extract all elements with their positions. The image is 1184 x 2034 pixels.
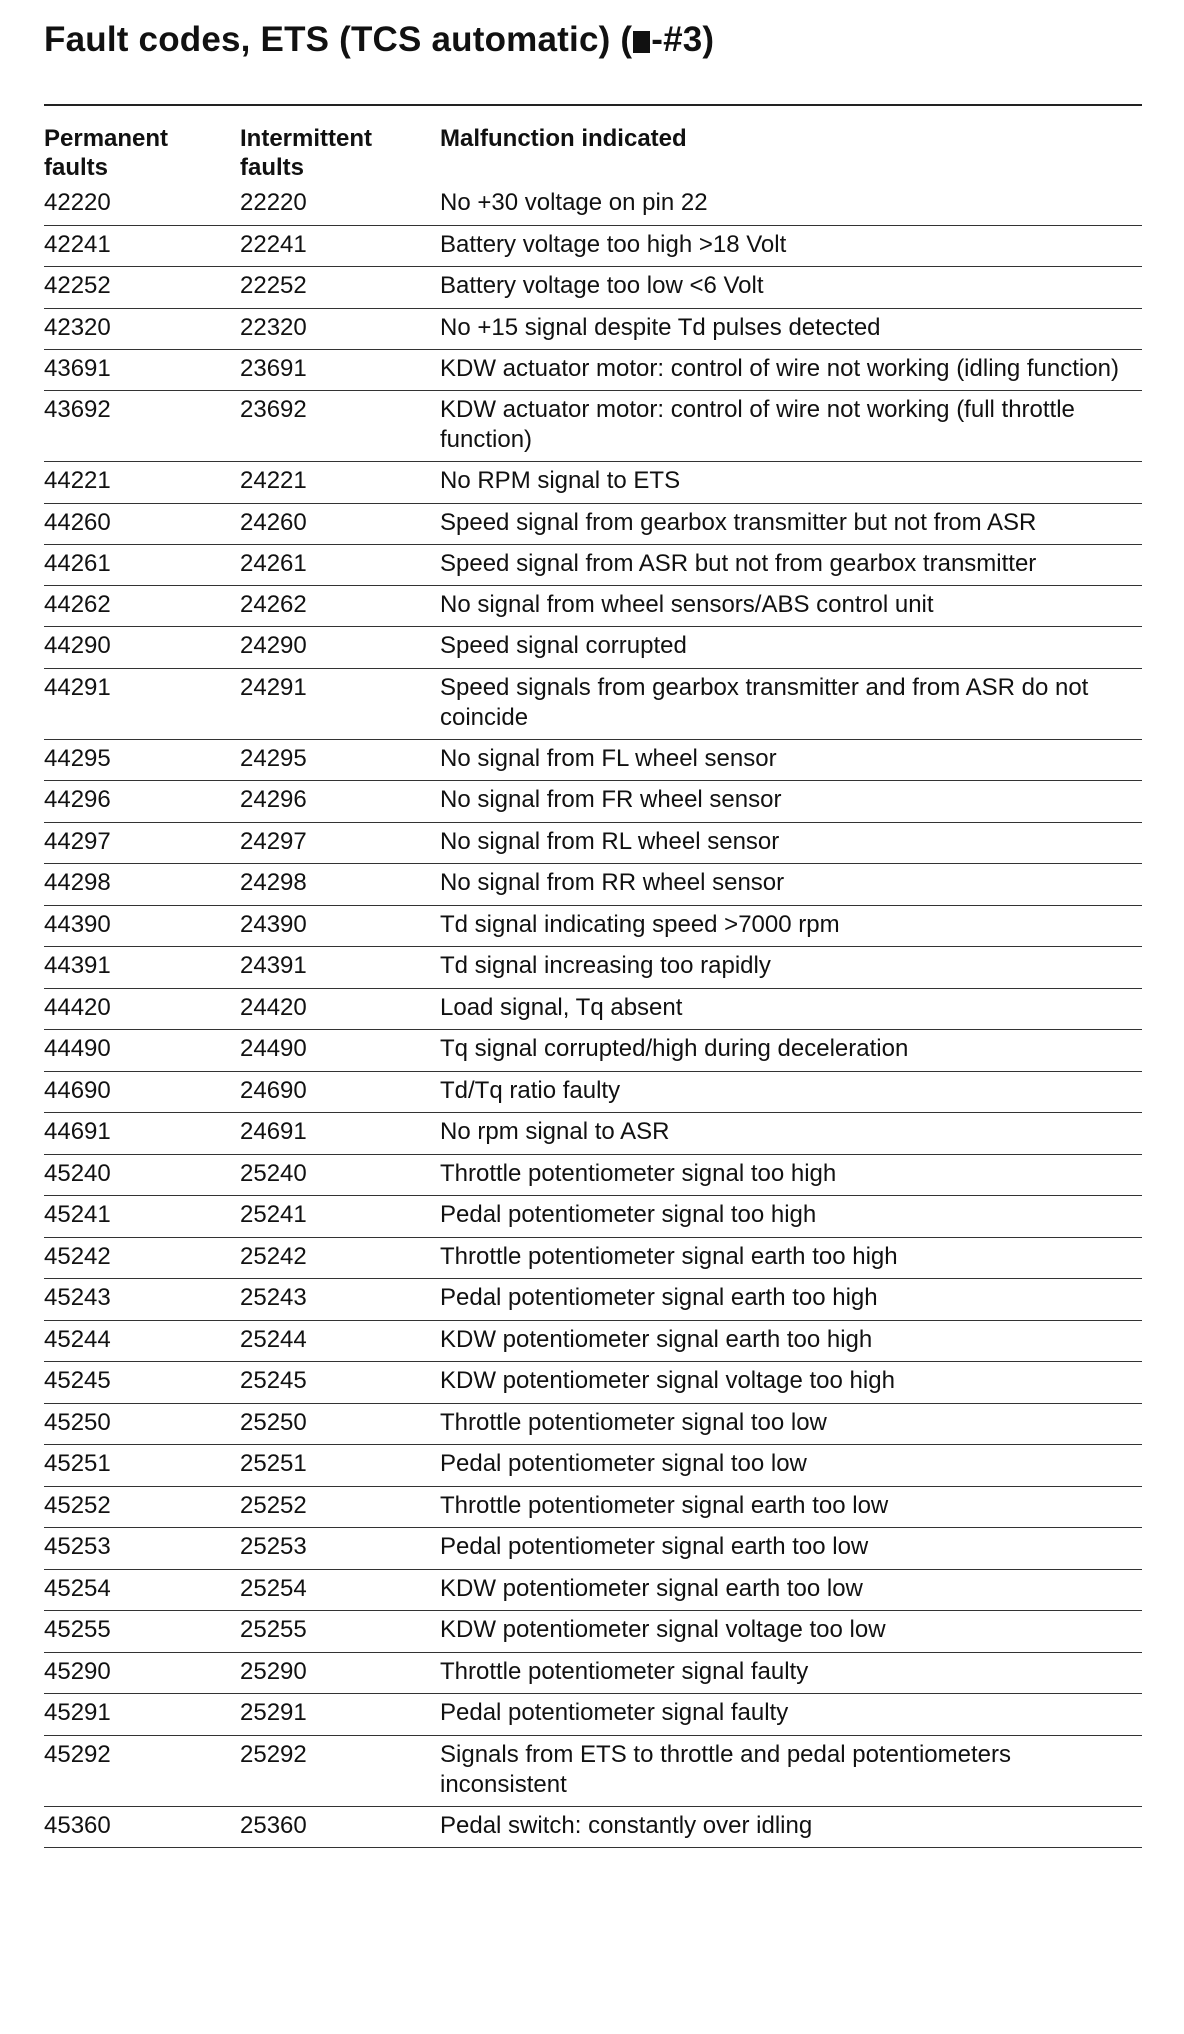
intermittent-fault-code: 25240 [240, 1154, 440, 1196]
permanent-fault-code: 44290 [44, 627, 240, 669]
malfunction-description: Speed signal from gearbox transmitter but not from ASR [440, 503, 1142, 544]
permanent-fault-code: 44261 [44, 544, 240, 585]
malfunction-description: Throttle potentiometer signal earth too low [440, 1486, 1142, 1528]
permanent-fault-code: 44260 [44, 503, 240, 544]
malfunction-description: Pedal potentiometer signal earth too low [440, 1528, 1142, 1570]
intermittent-fault-code: 25252 [240, 1486, 440, 1528]
intermittent-fault-code: 24295 [240, 739, 440, 781]
intermittent-fault-code: 22320 [240, 308, 440, 350]
malfunction-description: KDW actuator motor: control of wire not working (idling function) [440, 350, 1142, 391]
permanent-fault-code: 45254 [44, 1569, 240, 1611]
malfunction-description: No RPM signal to ETS [440, 462, 1142, 504]
permanent-fault-code: 44690 [44, 1071, 240, 1113]
table-row [44, 1320, 1142, 1362]
table-row [44, 988, 1142, 1030]
intermittent-fault-code: 25253 [240, 1528, 440, 1570]
permanent-fault-code: 45253 [44, 1528, 240, 1570]
intermittent-fault-code: 22252 [240, 267, 440, 309]
table-row [44, 585, 1142, 627]
table-row [44, 308, 1142, 350]
permanent-fault-code: 44297 [44, 822, 240, 864]
malfunction-description: Signals from ETS to throttle and pedal potentiometers inconsistent [440, 1735, 1142, 1806]
permanent-fault-code: 44490 [44, 1030, 240, 1072]
malfunction-description: KDW potentiometer signal earth too low [440, 1569, 1142, 1611]
malfunction-description: KDW actuator motor: control of wire not working (full throttle function) [440, 391, 1142, 462]
malfunction-description: No rpm signal to ASR [440, 1113, 1142, 1155]
malfunction-description: Battery voltage too high >18 Volt [440, 225, 1142, 267]
permanent-fault-code: 43692 [44, 391, 240, 462]
permanent-fault-code: 45360 [44, 1806, 240, 1848]
header-intermittent-faults: Intermittent faults [240, 125, 372, 181]
permanent-fault-code: 44296 [44, 781, 240, 823]
malfunction-description: No +30 voltage on pin 22 [440, 184, 1142, 225]
intermittent-fault-code: 25243 [240, 1279, 440, 1321]
malfunction-description: Speed signal corrupted [440, 627, 1142, 669]
table-row [44, 1279, 1142, 1321]
fault-code-table [44, 104, 1142, 1848]
permanent-fault-code: 45250 [44, 1403, 240, 1445]
permanent-fault-code: 45245 [44, 1362, 240, 1404]
malfunction-description: No signal from FR wheel sensor [440, 781, 1142, 823]
intermittent-fault-code: 24420 [240, 988, 440, 1030]
table-row [44, 544, 1142, 585]
table-row [44, 462, 1142, 504]
intermittent-fault-code: 24391 [240, 947, 440, 989]
permanent-fault-code: 42241 [44, 225, 240, 267]
table-row [44, 225, 1142, 267]
table-row [44, 781, 1142, 823]
permanent-fault-code: 45251 [44, 1445, 240, 1487]
intermittent-fault-code: 24296 [240, 781, 440, 823]
permanent-fault-code: 45240 [44, 1154, 240, 1196]
malfunction-description: No +15 signal despite Td pulses detected [440, 308, 1142, 350]
intermittent-fault-code: 25241 [240, 1196, 440, 1238]
permanent-fault-code: 44390 [44, 905, 240, 947]
intermittent-fault-code: 24262 [240, 585, 440, 627]
table-row [44, 1237, 1142, 1279]
table-row [44, 1694, 1142, 1736]
title-prefix: Fault codes, ETS (TCS automatic) ( [44, 20, 633, 59]
permanent-fault-code: 44298 [44, 864, 240, 906]
intermittent-fault-code: 25242 [240, 1237, 440, 1279]
permanent-fault-code: 44420 [44, 988, 240, 1030]
malfunction-description: No signal from FL wheel sensor [440, 739, 1142, 781]
malfunction-description: Pedal potentiometer signal too high [440, 1196, 1142, 1238]
table-row [44, 391, 1142, 462]
page-title [44, 20, 714, 60]
malfunction-description: Td/Tq ratio faulty [440, 1071, 1142, 1113]
malfunction-description: No signal from RL wheel sensor [440, 822, 1142, 864]
permanent-fault-code: 42320 [44, 308, 240, 350]
permanent-fault-code: 45242 [44, 1237, 240, 1279]
table-row [44, 184, 1142, 225]
malfunction-description: KDW potentiometer signal voltage too low [440, 1611, 1142, 1653]
intermittent-fault-code: 24260 [240, 503, 440, 544]
table-row [44, 1362, 1142, 1404]
intermittent-fault-code: 25291 [240, 1694, 440, 1736]
table-row [44, 864, 1142, 906]
table-body [44, 184, 1142, 1848]
malfunction-description: Speed signals from gearbox transmitter and from ASR do not coincide [440, 668, 1142, 739]
table-row [44, 668, 1142, 739]
malfunction-description: Pedal potentiometer signal faulty [440, 1694, 1142, 1736]
permanent-fault-code: 43691 [44, 350, 240, 391]
table-row [44, 1569, 1142, 1611]
intermittent-fault-code: 25250 [240, 1403, 440, 1445]
table-row [44, 1154, 1142, 1196]
malfunction-description: Pedal potentiometer signal earth too high [440, 1279, 1142, 1321]
malfunction-description: No signal from wheel sensors/ABS control unit [440, 585, 1142, 627]
table-row [44, 1030, 1142, 1072]
black-square-icon [633, 31, 650, 53]
intermittent-fault-code: 25255 [240, 1611, 440, 1653]
title-suffix: -#3) [651, 20, 715, 59]
table-row [44, 1652, 1142, 1694]
malfunction-description: Td signal indicating speed >7000 rpm [440, 905, 1142, 947]
intermittent-fault-code: 24298 [240, 864, 440, 906]
malfunction-description: Pedal switch: constantly over idling [440, 1806, 1142, 1848]
table-row [44, 822, 1142, 864]
intermittent-fault-code: 24290 [240, 627, 440, 669]
table-row [44, 947, 1142, 989]
permanent-fault-code: 45244 [44, 1320, 240, 1362]
table-row [44, 1196, 1142, 1238]
table-row [44, 1735, 1142, 1806]
intermittent-fault-code: 25360 [240, 1806, 440, 1848]
intermittent-fault-code: 25292 [240, 1735, 440, 1806]
intermittent-fault-code: 22220 [240, 184, 440, 225]
permanent-fault-code: 45290 [44, 1652, 240, 1694]
permanent-fault-code: 45252 [44, 1486, 240, 1528]
permanent-fault-code: 45241 [44, 1196, 240, 1238]
table-row [44, 1071, 1142, 1113]
table-row [44, 905, 1142, 947]
malfunction-description: Battery voltage too low <6 Volt [440, 267, 1142, 309]
intermittent-fault-code: 25245 [240, 1362, 440, 1404]
intermittent-fault-code: 24221 [240, 462, 440, 504]
intermittent-fault-code: 23691 [240, 350, 440, 391]
table-header-row [44, 105, 1142, 184]
table-row [44, 503, 1142, 544]
permanent-fault-code: 45255 [44, 1611, 240, 1653]
malfunction-description: Speed signal from ASR but not from gearbox transmitter [440, 544, 1142, 585]
malfunction-description: Throttle potentiometer signal earth too high [440, 1237, 1142, 1279]
permanent-fault-code: 45243 [44, 1279, 240, 1321]
table-row [44, 627, 1142, 669]
permanent-fault-code: 42252 [44, 267, 240, 309]
table-row [44, 1445, 1142, 1487]
intermittent-fault-code: 23692 [240, 391, 440, 462]
intermittent-fault-code: 24291 [240, 668, 440, 739]
intermittent-fault-code: 25254 [240, 1569, 440, 1611]
permanent-fault-code: 45292 [44, 1735, 240, 1806]
table-row [44, 350, 1142, 391]
malfunction-description: Load signal, Tq absent [440, 988, 1142, 1030]
intermittent-fault-code: 24390 [240, 905, 440, 947]
table-row [44, 1611, 1142, 1653]
table-row [44, 1528, 1142, 1570]
header-permanent-faults: Permanent faults [44, 125, 169, 181]
permanent-fault-code: 44391 [44, 947, 240, 989]
malfunction-description: Pedal potentiometer signal too low [440, 1445, 1142, 1487]
permanent-fault-code: 44221 [44, 462, 240, 504]
malfunction-description: KDW potentiometer signal voltage too high [440, 1362, 1142, 1404]
malfunction-description: Tq signal corrupted/high during deceleration [440, 1030, 1142, 1072]
malfunction-description: No signal from RR wheel sensor [440, 864, 1142, 906]
intermittent-fault-code: 22241 [240, 225, 440, 267]
table-row [44, 1113, 1142, 1155]
malfunction-description: Throttle potentiometer signal faulty [440, 1652, 1142, 1694]
table-row [44, 1403, 1142, 1445]
intermittent-fault-code: 25244 [240, 1320, 440, 1362]
malfunction-description: KDW potentiometer signal earth too high [440, 1320, 1142, 1362]
header-malfunction-indicated: Malfunction indicated [440, 125, 687, 152]
permanent-fault-code: 45291 [44, 1694, 240, 1736]
permanent-fault-code: 44691 [44, 1113, 240, 1155]
intermittent-fault-code: 24261 [240, 544, 440, 585]
intermittent-fault-code: 25251 [240, 1445, 440, 1487]
permanent-fault-code: 44295 [44, 739, 240, 781]
intermittent-fault-code: 24297 [240, 822, 440, 864]
intermittent-fault-code: 24690 [240, 1071, 440, 1113]
permanent-fault-code: 44262 [44, 585, 240, 627]
table-row [44, 267, 1142, 309]
permanent-fault-code: 44291 [44, 668, 240, 739]
table-row [44, 1806, 1142, 1848]
malfunction-description: Td signal increasing too rapidly [440, 947, 1142, 989]
table-row [44, 1486, 1142, 1528]
table-row [44, 739, 1142, 781]
intermittent-fault-code: 25290 [240, 1652, 440, 1694]
malfunction-description: Throttle potentiometer signal too high [440, 1154, 1142, 1196]
intermittent-fault-code: 24490 [240, 1030, 440, 1072]
permanent-fault-code: 42220 [44, 184, 240, 225]
malfunction-description: Throttle potentiometer signal too low [440, 1403, 1142, 1445]
intermittent-fault-code: 24691 [240, 1113, 440, 1155]
